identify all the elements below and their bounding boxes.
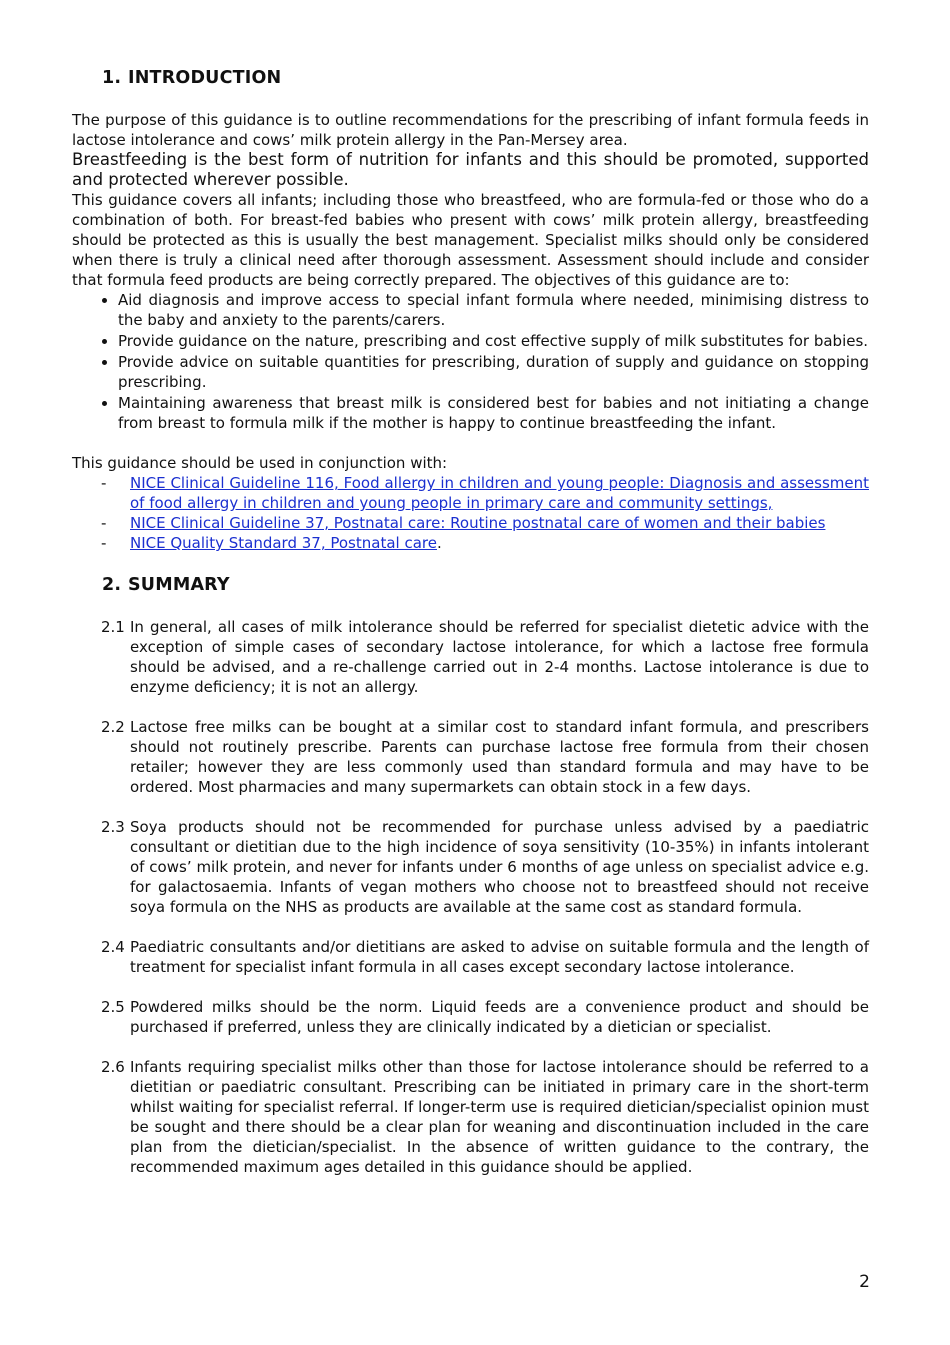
objective-item: • Aid diagnosis and improve access to special infant formula where needed, minimising distress to the baby and anxiety to the parents/carers. <box>118 290 869 330</box>
summary-item-2-3 <box>72 817 869 917</box>
summary-item-number: 2.3 <box>101 818 125 836</box>
intro-paragraph-scope: This guidance covers all infants; including those who breastfeed, who are formula-fed or those who do a combination of both. For breast-fed babies who present with cows’ milk protein allergy, breastfeeding should be protected as this is usually the best management. Specialist milks should only be considered when there is truly a clinical need after thorough assessment. Assessment should include and consider that formula feed products are being correctly prepared. The objectives of this guidance are to: <box>72 191 869 289</box>
link-suffix: . <box>436 534 442 552</box>
references-list <box>72 473 869 553</box>
dash-marker: - <box>101 474 107 492</box>
summary-item-text: Soya products should not be recommended for purchase unless advised by a paediatric consultant or dietitian due to the high incidence of soya sensitivity (10-35%) in infants intolerant of cows’ milk protein, and never for infants under 6 months of age unless on specialist advice e.g. for galactosaemia. Infants of vegan mothers who choose not to breastfeed should not receive soya formula on the NHS as products are available at the same cost as standard formula. <box>130 818 869 916</box>
summary-item-2-5 <box>72 997 869 1037</box>
summary-item-number: 2.5 <box>101 998 125 1016</box>
summary-heading <box>72 571 869 599</box>
summary-item-2-1 <box>72 617 869 697</box>
intro-paragraph-purpose: The purpose of this guidance is to outline recommendations for the prescribing of infant formula feeds in lactose intolerance and cows’ milk protein allergy in the Pan-Mersey area. <box>72 111 869 149</box>
conjunction-intro: This guidance should be used in conjunction with: <box>72 454 448 472</box>
summary-item-number: 2.6 <box>101 1058 125 1076</box>
summary-item-number: 2.4 <box>101 938 125 956</box>
introduction-heading-number: 1. <box>102 68 122 88</box>
reference-item <box>72 513 869 533</box>
summary-item-2-4 <box>72 937 869 977</box>
summary-item-text: In general, all cases of milk intolerance should be referred for specialist dietetic advice with the exception of simple cases of secondary lactose intolerance, for which a lactose free formula should be advised, and a re-challenge carried out in 2-4 months. Lactose intolerance is due to enzyme deficiency; it is not an allergy. <box>130 618 869 696</box>
nice-cg37-link[interactable]: NICE Clinical Guideline 37, Postnatal care: Routine postnatal care of women and their babies <box>130 514 826 532</box>
summary-item-text: Infants requiring specialist milks other than those for lactose intolerance should be referred to a dietitian or paediatric consultant. Prescribing can be initiated in primary care in the short-term whilst waiting for specialist referral. If longer-term use is required dietician/specialist opinion must be sought and there should be a clear plan for weaning and discontinuation included in the care plan from the dietician/specialist. In the absence of written guidance to the contrary, the recommended maximum ages detailed in this guidance should be applied. <box>130 1058 869 1176</box>
dash-marker: - <box>101 514 107 532</box>
summary-item-text: Powdered milks should be the norm. Liquid feeds are a convenience product and should be purchased if preferred, unless they are clinically indicated by a dietician or specialist. <box>130 998 869 1036</box>
nice-cg116-link[interactable]: NICE Clinical Guideline 116, Food allergy in children and young people: Diagnosis and assessment of food allergy in children and young people in primary care and community settings, <box>130 474 869 512</box>
reference-item <box>72 533 869 553</box>
summary-item-number: 2.2 <box>101 718 125 736</box>
summary-item-text: Lactose free milks can be bought at a similar cost to standard infant formula, and prescribers should not routinely prescribe. Parents can purchase lactose free formula from their chosen retailer; however they are less commonly used than standard formula and may have to be ordered. Most pharmacies and many supermarkets can obtain stock in a few days. <box>130 718 869 796</box>
objectives-list <box>72 290 869 433</box>
reference-item <box>72 473 869 513</box>
summary-heading-text: SUMMARY <box>128 575 230 595</box>
document-page <box>72 64 869 1177</box>
dash-marker: - <box>101 534 107 552</box>
objective-item: • Maintaining awareness that breast milk is considered best for babies and not initiating a change from breast to formula milk if the mother is happy to continue breastfeeding the infant. <box>118 393 869 433</box>
nice-qs37-link[interactable]: NICE Quality Standard 37, Postnatal care <box>130 534 437 552</box>
summary-item-text: Paediatric consultants and/or dietitians are asked to advise on suitable formula and the length of treatment for specialist infant formula in all cases except secondary lactose intolerance. <box>130 938 869 976</box>
objective-item: • Provide advice on suitable quantities for prescribing, duration of supply and guidance on stopping prescribing. <box>118 352 869 392</box>
summary-heading-number: 2. <box>102 575 122 595</box>
introduction-heading <box>72 64 869 92</box>
objective-item: • Provide guidance on the nature, prescribing and cost effective supply of milk substitutes for babies. <box>118 331 869 351</box>
page-number: 2 <box>859 1272 870 1292</box>
intro-paragraph-breastfeeding: Breastfeeding is the best form of nutrition for infants and this should be promoted, supported and protected wherever possible. <box>72 150 869 189</box>
summary-item-2-2 <box>72 717 869 797</box>
summary-item-number: 2.1 <box>101 618 125 636</box>
introduction-heading-text: INTRODUCTION <box>128 68 282 88</box>
summary-item-2-6 <box>72 1057 869 1177</box>
